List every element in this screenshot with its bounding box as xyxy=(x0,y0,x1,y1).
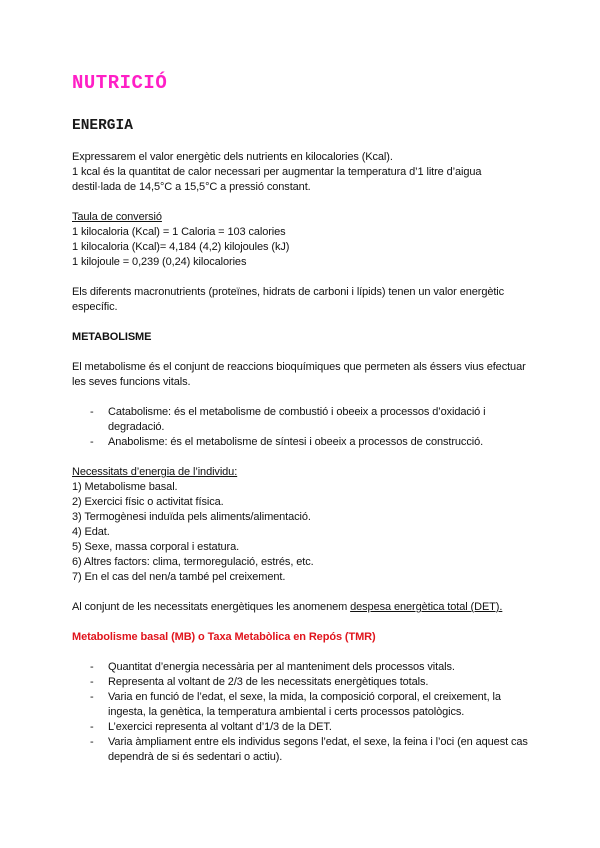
section-heading-mb: Metabolisme basal (MB) o Taxa Metabòlica en Repós (TMR) xyxy=(72,631,376,643)
energy-need-item: 6) Altres factors: clima, termoregulació, estrés, etc. xyxy=(72,556,314,568)
list-item: - Varia àmpliament entre els individus segons l’edat, el sexe, la feina i l’oci (en aquest cas dependrà de si és sedentari o actiu). xyxy=(108,735,532,765)
energy-needs-title: Necessitats d’energia de l’individu: xyxy=(72,466,238,478)
list-item: - Varia en funció de l’edat, el sexe, la mida, la composició corporal, el creixement, la ingesta, la genètica, la temperatura ambiental i certs processos patològics. xyxy=(108,690,532,720)
conversion-table-title: Taula de conversió xyxy=(72,211,162,223)
list-item: - Representa al voltant de 2/3 de les necessitats energètiques totals. xyxy=(108,675,532,690)
det-prefix: Al conjunt de les necessitats energètiques les anomenem xyxy=(72,601,351,613)
det-paragraph xyxy=(72,600,532,615)
energy-need-item: 2) Exercici físic o activitat física. xyxy=(72,496,224,508)
energy-need-item: 4) Edat. xyxy=(72,526,110,538)
metabolism-types-list xyxy=(72,405,532,450)
list-item: - Catabolisme: és el metabolisme de combustió i obeeix a processos d’oxidació i degradació. xyxy=(108,405,532,435)
list-item: - L’exercici representa al voltant d’1/3 de la DET. xyxy=(108,720,532,735)
conversion-line: 1 kilojoule = 0,239 (0,24) kilocalories xyxy=(72,256,247,268)
conversion-line: 1 kilocaloria (Kcal)= 4,184 (4,2) kilojoules (kJ) xyxy=(72,241,290,253)
energy-need-item: 3) Termogènesi induïda pels aliments/alimentació. xyxy=(72,511,311,523)
energia-paragraph-2: 1 kcal és la quantitat de calor necessari per augmentar la temperatura d’1 litre d’aigua destil·lada de 14,5°C a 15,5°C a pressió constant. xyxy=(72,166,482,193)
conversion-line: 1 kilocaloria (Kcal) = 1 Caloria = 103 calories xyxy=(72,226,286,238)
section-heading-energia: ENERGIA xyxy=(72,118,133,134)
metabolisme-paragraph: El metabolisme és el conjunt de reaccions bioquímiques que permeten als éssers vius efectuar les seves funcions vitals. xyxy=(72,361,526,388)
document-body xyxy=(72,150,532,765)
mb-list xyxy=(72,660,532,765)
energia-paragraph-3: Els diferents macronutrients (proteïnes, hidrats de carboni i lípids) tenen un valor energètic específic. xyxy=(72,286,505,313)
energy-need-item: 5) Sexe, massa corporal i estatura. xyxy=(72,541,240,553)
page-title: NUTRICIÓ xyxy=(72,72,168,94)
energia-paragraph-1: Expressarem el valor energètic dels nutrients en kilocalories (Kcal). xyxy=(72,151,393,163)
list-item: - Quantitat d’energia necessària per al manteniment dels processos vitals. xyxy=(108,660,532,675)
energy-need-item: 1) Metabolisme basal. xyxy=(72,481,178,493)
energy-need-item: 7) En el cas del nen/a també pel creixement. xyxy=(72,571,286,583)
det-term: despesa energètica total (DET). xyxy=(350,601,503,613)
list-item: - Anabolisme: és el metabolisme de síntesi i obeeix a processos de construcció. xyxy=(108,435,532,450)
section-heading-metabolisme: METABOLISME xyxy=(72,331,152,343)
